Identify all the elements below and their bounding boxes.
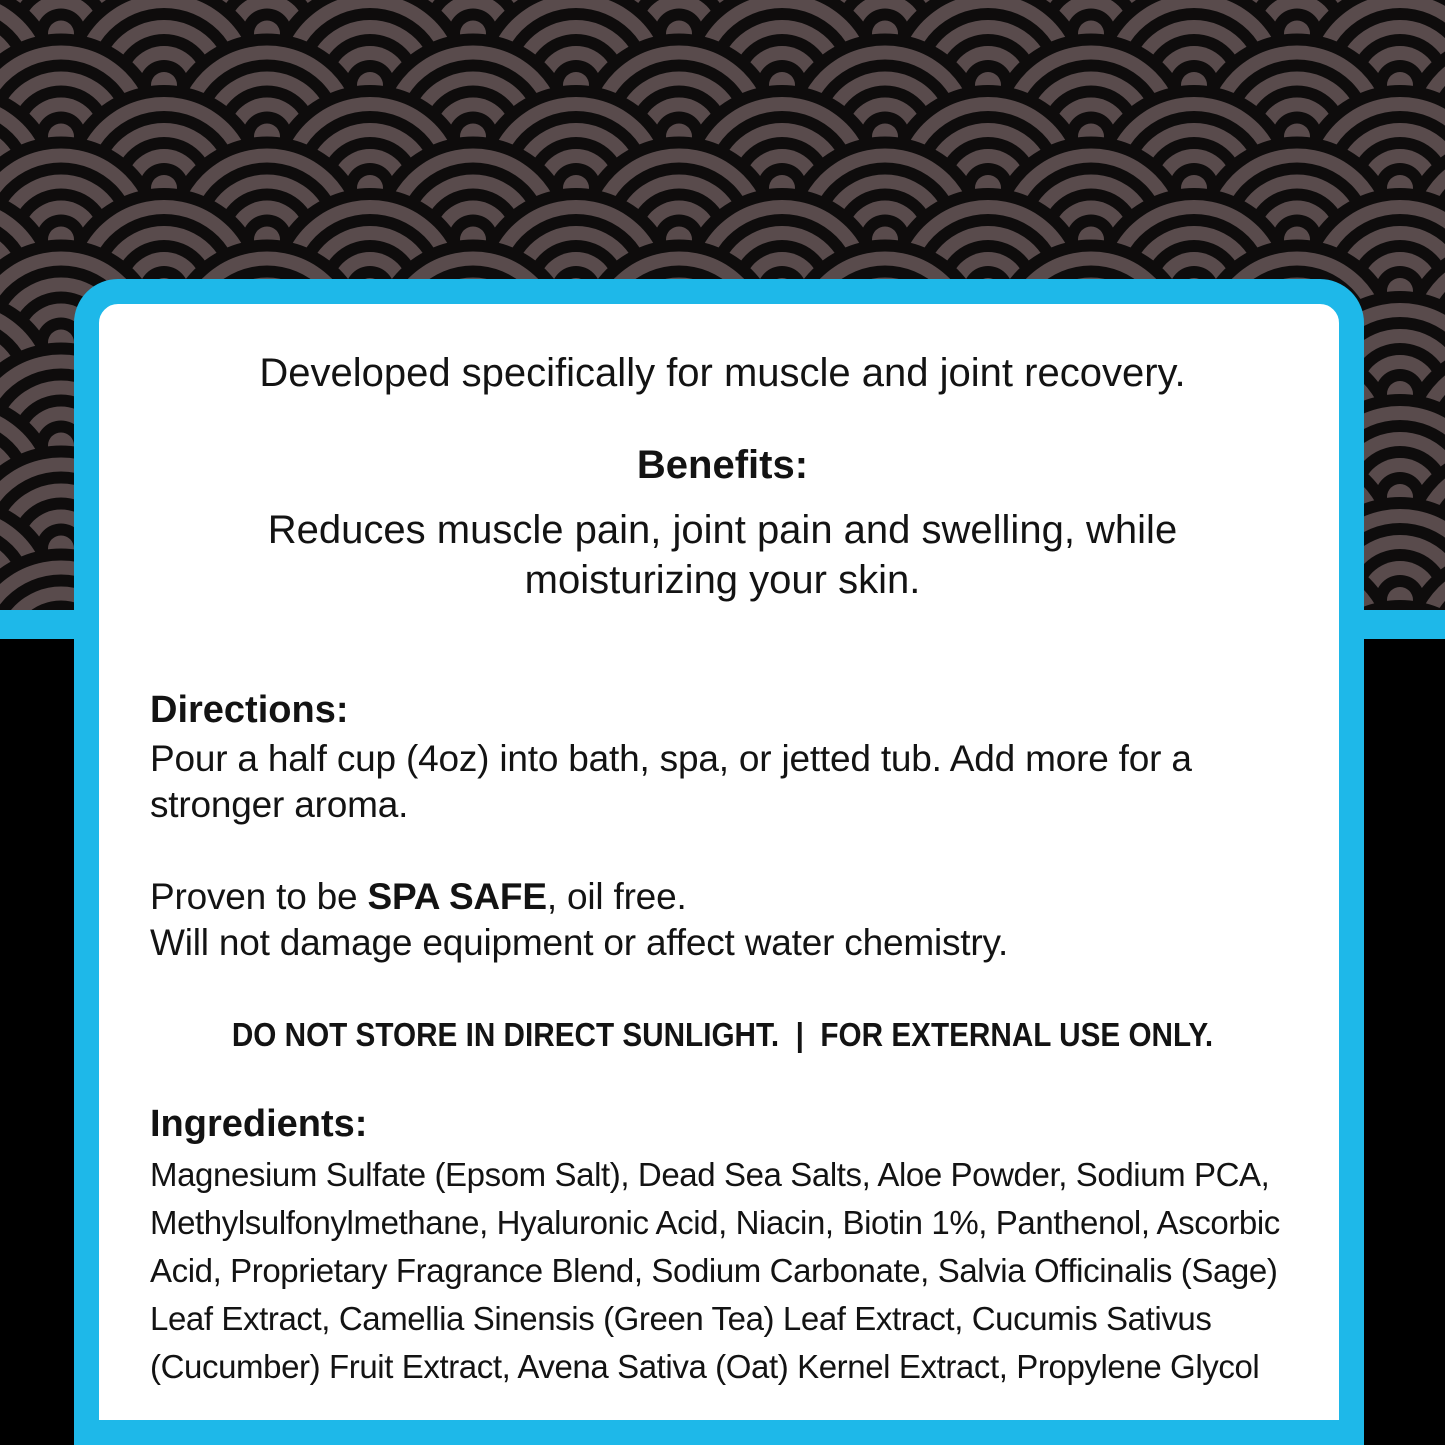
benefits-line-2: moisturizing your skin. — [524, 558, 921, 602]
spa-safe-text — [150, 874, 1008, 966]
directions-line-1: Pour a half cup (4oz) into bath, spa, or jetted tub. Add more for a — [150, 738, 1192, 779]
water-chemistry-line: Will not damage equipment or affect water chemistry. — [150, 922, 1009, 963]
ingredients-line-2: Methylsulfonylmethane, Hyaluronic Acid, Niacin, Biotin 1%, Panthenol, Ascorbic — [150, 1204, 1280, 1241]
spa-safe-prefix: Proven to be — [150, 876, 368, 917]
directions-line-2: stronger aroma. — [150, 784, 409, 825]
ingredients-line-1: Magnesium Sulfate (Epsom Salt), Dead Sea Salts, Aloe Powder, Sodium PCA, — [150, 1156, 1270, 1193]
ingredients-line-3: Acid, Proprietary Fragrance Blend, Sodium Carbonate, Salvia Officinalis (Sage) — [150, 1252, 1278, 1289]
ingredients-line-4: Leaf Extract, Camellia Sinensis (Green Tea) Leaf Extract, Cucumis Sativus — [150, 1300, 1212, 1337]
ingredients-heading: Ingredients: — [150, 1103, 368, 1145]
directions-text — [150, 736, 1192, 828]
ingredients-text — [150, 1151, 1280, 1391]
intro-text: Developed specifically for muscle and joint recovery. — [259, 351, 1186, 395]
spa-safe-suffix: , oil free. — [546, 876, 687, 917]
storage-warning: DO NOT STORE IN DIRECT SUNLIGHT. | FOR EXTERNAL USE ONLY. — [231, 1016, 1214, 1053]
ingredients-line-5: (Cucumber) Fruit Extract, Avena Sativa (Oat) Kernel Extract, Propylene Glycol — [150, 1348, 1260, 1385]
spa-safe-bold: SPA SAFE — [367, 876, 547, 917]
spa-safe-line — [150, 874, 1008, 920]
directions-heading: Directions: — [150, 689, 349, 731]
benefits-text — [0, 505, 1445, 605]
benefits-heading: Benefits: — [636, 443, 809, 487]
benefits-line-1: Reduces muscle pain, joint pain and swelling, while — [267, 508, 1178, 552]
